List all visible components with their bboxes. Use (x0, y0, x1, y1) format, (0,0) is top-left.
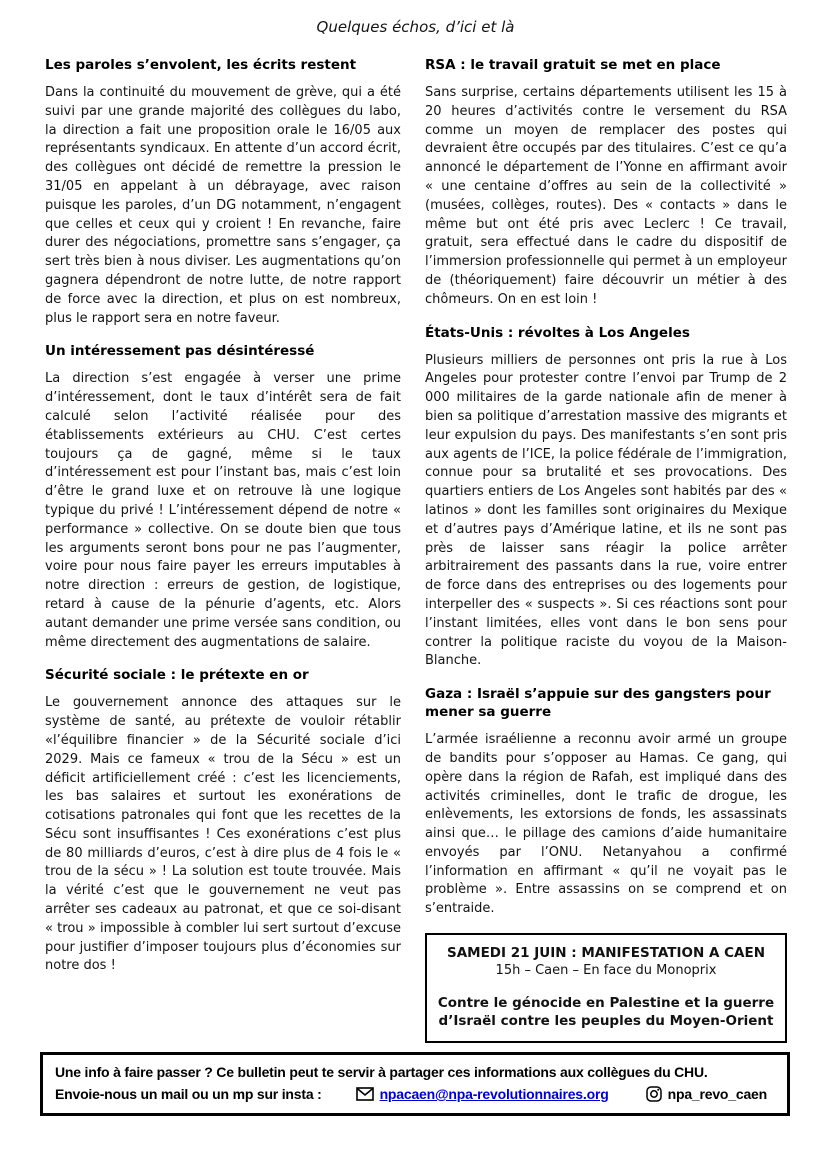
section-etats-unis (425, 324, 787, 672)
event-slogan: Contre le génocide en Palestine et la guerre d’Israël contre les peuples du Moyen-Orient (437, 995, 775, 1030)
right-column (425, 56, 787, 1043)
contact-footer-box (40, 1052, 790, 1116)
section-heading: Gaza : Israël s’appuie sur des gangsters pour mener sa guerre (425, 686, 771, 721)
footer-info-text: Une info à faire passer ? Ce bulletin peut te servir à partager ces informations aux collègues du CHU. (55, 1064, 708, 1080)
section-heading: Sécurité sociale : le prétexte en or (45, 667, 309, 684)
section-body: Le gouvernement annonce des attaques sur le système de santé, au prétexte de vouloir rétablir «l’équilibre financier » de la Sécurité sociale d’ici 2029. Mais ce fameux « trou de la Sécu » est un déficit artificiellement créé : c’est les licenciements, les bas salaires et surtout les exonérations de cotisations patronales qui font que les recettes de la Sécu sont insuffisantes ! Ces exonérations c’est plus de 80 milliards d’euros, c’est à dire plus de 4 fois le « trou de la sécu » ! La solution est toute trouvée. Mais la vérité c’est que le gouvernement ne veut pas arrêter ses cadeaux au patronat, et que ce soi-disant « trou » impossible à combler lui sert surtout d’excuse pour justifier d’imposer toujours plus d’économies sur notre dos ! (45, 695, 401, 974)
footer-contact-line (55, 1083, 773, 1105)
instagram-icon (646, 1086, 662, 1102)
section-body: Dans la continuité du mouvement de grève, qui a été suivi par une grande majorité des collègues du labo, la direction a fait une proposition orale le 16/05 aux représentants syndicaux. En attente d’un accord écrit, des collègues ont décidé de remettre la pression le 31/05 en appelant à un débrayage, avec raison puisque les paroles, d’un DG notamment, n’engagent que celles et ceux qui y croient ! En revanche, faire durer des négociations, promettre sans s’engager, ça sert très bien à nous diviser. Les augmentations qu’on gagnera dépendront de notre lutte, de notre rapport de force avec la direction, et plus on est nombreux, plus le rapport sera en notre faveur. (45, 85, 401, 326)
section-securite-sociale (45, 666, 401, 976)
section-heading: Les paroles s’envolent, les écrits restent (45, 57, 357, 73)
section-body: Sans surprise, certains départements utilisent les 15 à 20 heures d’activités contre le versement du RSA comme un moyen de remplacer des postes qui devraient être occupés par des titulaires. C’est ce qu’a annoncé le département de l’Yonne en affirmant avoir « une centaine d’offres au sein de la collectivité » (musées, collèges, routes). Des « contacts » dans le même but ont été pris avec Leclerc ! Ce travail, gratuit, sera effectué dans le cadre du dispositif de l’immersion professionnelle qui permet à un employeur de (théoriquement) faire découvrir un métier à des chômeurs. On en est loin ! (425, 85, 787, 307)
section-paroles (45, 56, 401, 328)
instagram-handle: npa_revo_caen (667, 1086, 767, 1102)
section-gaza (425, 685, 787, 919)
event-time-location: 15h – Caen – En face du Monoprix (495, 963, 717, 979)
footer-contact-prefix: Envoie-nous un mail ou un mp sur insta : (55, 1086, 322, 1102)
section-heading: États-Unis : révoltes à Los Angeles (425, 324, 690, 341)
section-heading: Un intéressement pas désintéressé (45, 343, 315, 360)
instagram-contact-group (646, 1083, 767, 1105)
section-interessement (45, 342, 401, 652)
two-column-layout (45, 56, 786, 1043)
section-body: L’armée israélienne a reconnu avoir armé un groupe de bandits pour s’opposer au Hamas. Ce gang, qui opère dans la région de Rafah, est impliqué dans des activités criminelles, dont le trafic de drogue, les enlèvements, les extorsions de fonds, les assassinats ainsi que… le pillage des camions d’aide humanitaire envoyés par l’ONU. Netanyahou a confirmé l’information en affirmant « qu’il ne voyait pas le problème ». Entre assassins on se comprend et on s’entraide. (425, 732, 787, 917)
event-announcement-box (425, 933, 787, 1043)
mail-contact-group (356, 1083, 609, 1105)
section-heading: RSA : le travail gratuit se met en place (425, 57, 721, 73)
section-body: Plusieurs milliers de personnes ont pris la rue à Los Angeles pour protester contre l’envoi par Trump de 2 000 militaires de la garde nationale afin de mener à bien sa politique d’arrestation massive des migrants et leur expulsion du pays. Des manifestants s’en sont pris aux agents de l’ICE, la police fédérale de l’immigration, connue pour sa brutalité et ses provocations. Des quartiers entiers de Los Angeles sont habités par des « latinos » dont les familles sont originaires du Mexique et d’autres pays d’Amérique latine, et ils ne sont pas près de laisser sans réagir la police arrêter arbitrairement des passants dans la rue, voire entrer de force dans des entreprises ou des logements pour interpeller des « suspects ». Si ces réactions sont pour l’instant limitées, elles vont dans le bon sens pour contrer la politique raciste du voyou de la Maison-Blanche. (425, 352, 787, 669)
left-column (45, 56, 401, 990)
page-title: Quelques échos, d’ici et là (316, 18, 515, 36)
envelope-icon (356, 1087, 374, 1101)
section-rsa (425, 56, 787, 310)
event-title: SAMEDI 21 JUIN : MANIFESTATION A CAEN (446, 945, 765, 962)
email-link[interactable]: npacaen@npa-revolutionnaires.org (379, 1086, 609, 1102)
section-body: La direction s’est engagée à verser une prime d’intéressement, dont le taux d’intérêt sera de fait calculé selon l’activité réalisée pour des établissements extérieurs au CHU. C’est certes toujours ça de gagné, même si le taux d’intéressement est pour l’instant bas, mais c’est loin d’être le grand luxe et on retrouve là une logique typique du privé ! L’intéressement dépend de notre « performance » collective. On se doute bien que tous les arguments seront bons pour ne pas l’augmenter, voire pour nous faire payer les erreurs imputables à notre direction : erreurs de gestion, de logistique, retard à cause de la pénurie d’agents, etc. Alors autant demander une prime versée sans condition, ou même directement des augmentations de salaire. (45, 371, 401, 650)
